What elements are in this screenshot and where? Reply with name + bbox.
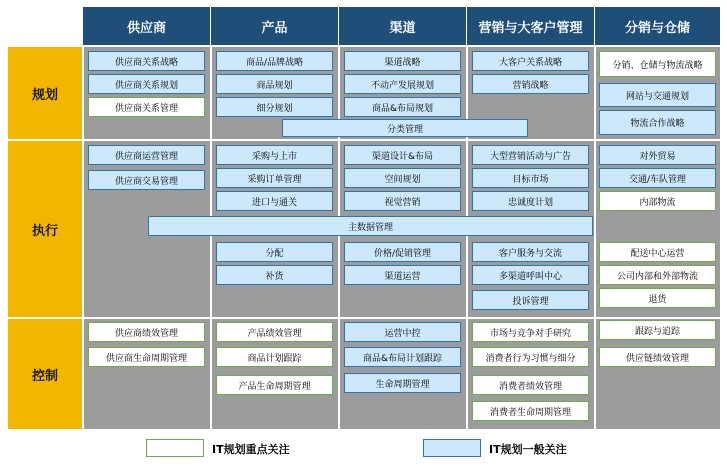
- capability-box: 网站与交通规划: [599, 83, 716, 107]
- column-header-channel: 渠道: [339, 7, 467, 45]
- capability-box: 补货: [216, 265, 333, 285]
- legend-swatch-general: [423, 439, 481, 457]
- capability-box: 供应商交易管理: [88, 170, 205, 190]
- row-label-plan: 规划: [7, 46, 83, 140]
- capability-box: 对外贸易: [599, 145, 716, 165]
- capability-box: 采购订单管理: [216, 168, 333, 188]
- capability-box: 渠道战略: [344, 51, 461, 71]
- capability-box: 商品&布局规划: [344, 97, 461, 117]
- capability-box: 供应商关系战略: [88, 51, 205, 71]
- capability-box: 退货: [599, 288, 716, 308]
- legend-swatch-focus: [146, 439, 204, 457]
- capability-box: 供应链绩效管理: [599, 347, 716, 367]
- capability-box: 空间规划: [344, 168, 461, 188]
- row-label-control: 控制: [7, 318, 83, 430]
- spanning-box-master-data: 主数据管理: [148, 216, 593, 236]
- capability-box: 内部物流: [599, 191, 716, 211]
- capability-box: 商品规划: [216, 74, 333, 94]
- capability-box: 配送中心运营: [599, 242, 716, 262]
- capability-box: 忠诚度计划: [472, 191, 589, 211]
- capability-box: 价格/促销管理: [344, 242, 461, 262]
- capability-box: 分销、仓储与物流战略: [599, 51, 716, 77]
- capability-box: 客户服务与交流: [472, 242, 589, 262]
- column-header-distribution: 分销与仓储: [595, 7, 721, 45]
- capability-box: 供应商关系规划: [88, 74, 205, 94]
- capability-box: 投诉管理: [472, 290, 589, 310]
- capability-box: 不动产发展规划: [344, 74, 461, 94]
- capability-box: 供应商关系管理: [88, 97, 205, 117]
- column-header-supplier: 供应商: [83, 7, 211, 45]
- capability-box: 营销战略: [472, 74, 589, 94]
- capability-box: 消费者生命周期管理: [472, 401, 589, 421]
- capability-box: 供应商生命周期管理: [88, 347, 205, 367]
- capability-box: 供应商运营管理: [88, 145, 205, 165]
- capability-box: 物流合作战略: [599, 110, 716, 135]
- capability-box: 大型营销活动与广告: [472, 145, 589, 165]
- capability-box: 渠道设计&布局: [344, 145, 461, 165]
- capability-box: 视觉营销: [344, 191, 461, 211]
- capability-box: 细分规划: [216, 97, 333, 117]
- row-label-exec: 执行: [7, 140, 83, 318]
- capability-box: 进口与通关: [216, 191, 333, 211]
- spanning-box-category-management: 分类管理: [282, 119, 528, 137]
- capability-box: 消费者行为习惯与细分: [472, 347, 589, 367]
- capability-box: 商品/品牌战略: [216, 51, 333, 71]
- capability-box: 运营中控: [344, 322, 461, 342]
- capability-box: 商品&布局计划跟踪: [344, 347, 461, 367]
- column-header-product: 产品: [211, 7, 339, 45]
- capability-box: 产品绩效管理: [216, 322, 333, 342]
- capability-box: 公司内部和外部物流: [599, 265, 716, 285]
- capability-box: 供应商绩效管理: [88, 322, 205, 342]
- capability-box: 交通/车队管理: [599, 168, 716, 188]
- capability-box: 渠道运营: [344, 265, 461, 285]
- capability-box: 分配: [216, 242, 333, 262]
- column-header-marketing: 营销与大客户管理: [467, 7, 595, 45]
- capability-box: 产品生命周期管理: [216, 375, 333, 395]
- capability-box: 商品计划跟踪: [216, 347, 333, 367]
- capability-box: 消费者绩效管理: [472, 375, 589, 395]
- capability-box: 目标市场: [472, 168, 589, 188]
- capability-box: 采购与上市: [216, 145, 333, 165]
- capability-box: 生命周期管理: [344, 373, 461, 393]
- capability-box: 大客户关系战略: [472, 51, 589, 71]
- legend-label-general: IT规划一般关注: [489, 443, 567, 456]
- capability-box: 跟踪与追踪: [599, 320, 716, 340]
- legend-label-focus: IT规划重点关注: [212, 443, 290, 456]
- capability-box: 多渠道呼叫中心: [472, 265, 589, 285]
- capability-box: 市场与竞争对手研究: [472, 322, 589, 342]
